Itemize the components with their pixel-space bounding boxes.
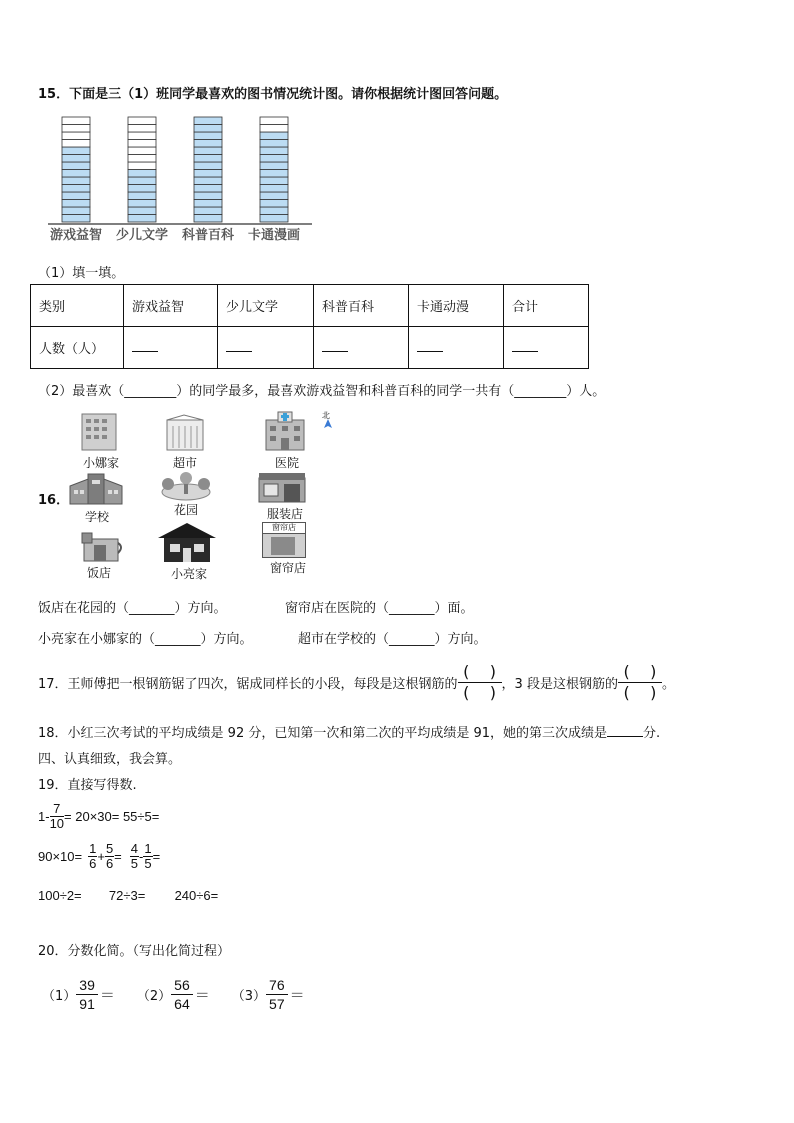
calc-text: 100÷2= [38, 888, 82, 903]
item-label: （2） [136, 989, 172, 1004]
fill-title: （1）填一填。 [38, 266, 125, 281]
fraction: $\frac{1}{5}$ [144, 841, 152, 871]
table-header-cell: 少儿文学 [218, 285, 314, 327]
bar-cell [62, 192, 90, 200]
bar-cell [260, 200, 288, 208]
equals: ＝ [194, 986, 210, 1004]
shop-door [271, 537, 295, 555]
bar-cell [194, 170, 222, 178]
item-label: （1） [42, 989, 77, 1004]
bar-cell [194, 215, 222, 223]
q16-number: 16． [38, 493, 70, 508]
calc-text: 240÷6= [174, 888, 219, 903]
bar-cell [194, 155, 222, 163]
fraction: $\frac{5}{6}$ [105, 841, 114, 871]
fraction: $\frac{39}{91}$ [76, 976, 98, 1013]
q16-statement-4: 超市在学校的（_______）方向。 [298, 632, 487, 647]
table-header-cell: 合计 [504, 285, 589, 327]
bar-cell [128, 177, 156, 185]
bar-cell [194, 147, 222, 155]
bar-cell [194, 140, 222, 148]
table-header-row [31, 285, 589, 327]
equals: ＝ [99, 986, 115, 1004]
q16-statement-1: 饭店在花园的（_______）方向。 [38, 601, 227, 616]
bar-cell [62, 125, 90, 133]
bar-cell [260, 117, 288, 125]
bar-cell [128, 207, 156, 215]
table-row [31, 327, 589, 369]
bar-cell [62, 177, 90, 185]
bar-cell [260, 192, 288, 200]
label-supermarket: 超市 [172, 456, 197, 470]
bar-cell [128, 162, 156, 170]
bar-cell [194, 200, 222, 208]
bar [128, 117, 156, 222]
q15-part2: （2）最喜欢（________）的同学最多，最喜欢游戏益智和科普百科的同学一共有（________）人。 [38, 384, 606, 399]
bar [62, 117, 90, 222]
fill-table [30, 284, 589, 369]
table-header-cell: 类别 [31, 285, 124, 327]
bar-cell [128, 140, 156, 148]
bar-cell [128, 155, 156, 163]
bar-cell [260, 132, 288, 140]
bar-cell [194, 185, 222, 193]
q16-statement-3: 小亮家在小娜家的（_______）方向。 [38, 632, 253, 647]
school-icon [66, 472, 126, 506]
x-tick-label: 卡通漫画 [247, 228, 301, 243]
bar-cell [128, 185, 156, 193]
q16-statement-2: 窗帘店在医院的（_______）面。 [285, 601, 474, 616]
calc-text: = 20×30= 55÷5= [64, 809, 160, 824]
bar-cell [260, 185, 288, 193]
bar-cell [128, 170, 156, 178]
fraction: $\frac{4}{5}$ [130, 841, 138, 871]
bar [194, 117, 222, 222]
x-tick-label: 游戏益智 [49, 228, 103, 243]
label-hospital: 医院 [274, 456, 299, 470]
fraction: $\frac{76}{57}$ [266, 976, 288, 1013]
q20-items [42, 976, 305, 1013]
table-header-cell: 卡通动漫 [409, 285, 504, 327]
answer-blank[interactable] [218, 327, 314, 369]
q19-title: 19．直接写得数. [38, 778, 137, 793]
north-label: 北 [322, 411, 330, 420]
bar-cell [62, 132, 90, 140]
table-header-cell: 游戏益智 [124, 285, 218, 327]
bar-cell [260, 155, 288, 163]
garden-icon [158, 470, 214, 502]
label-garden: 花园 [173, 503, 198, 517]
section-heading: 四、认真细致，我会算。 [38, 752, 182, 767]
bar-cell [62, 207, 90, 215]
bar-cell [260, 170, 288, 178]
bar-cell [62, 215, 90, 223]
bar-cell [128, 200, 156, 208]
q18-text: 18．小红三次考试的平均成绩是 92 分，已知第一次和第二次的平均成绩是 91，她的第三次成绩是 [38, 726, 608, 741]
q18 [38, 722, 660, 741]
bar-cell [194, 192, 222, 200]
answer-blank[interactable] [504, 327, 589, 369]
answer-blank[interactable] [314, 327, 409, 369]
q18-tail: 分. [643, 726, 661, 741]
answer-blank[interactable] [409, 327, 504, 369]
bar-cell [62, 140, 90, 148]
x-tick-label: 少儿文学 [115, 228, 169, 243]
bar-cell [260, 162, 288, 170]
bar-cell [128, 132, 156, 140]
operator: = [114, 849, 122, 864]
answer-blank[interactable] [124, 327, 218, 369]
fraction: $\frac{56}{64}$ [171, 976, 193, 1013]
q17-text-c: 。 [661, 676, 675, 692]
operator: - [139, 849, 144, 864]
bar-cell [194, 162, 222, 170]
bar-cell [62, 162, 90, 170]
calc-text: 1- [38, 809, 50, 824]
bar-cell [194, 177, 222, 185]
calc-text: 72÷3= [108, 888, 146, 903]
fraction-answer-blank[interactable]: ( ) ( ) [618, 663, 662, 702]
fraction-answer-blank[interactable]: ( ) ( ) [458, 663, 502, 702]
q15-title: 15．下面是三（1）班同学最喜欢的图书情况统计图。请你根据统计图回答问题。 [38, 87, 508, 102]
label-restaurant: 饭店 [86, 566, 111, 580]
bar-cell [260, 177, 288, 185]
bar-cell [62, 155, 90, 163]
label-curtain: 窗帘店 [269, 561, 306, 575]
item-label: （3） [231, 989, 267, 1004]
bar-cell [62, 147, 90, 155]
calc-row-1 [38, 802, 159, 831]
q17-text-b: ，3 段是这根钢筋的 [501, 676, 618, 692]
bar-cell [194, 132, 222, 140]
bar-cell [260, 207, 288, 215]
supermarket-icon [164, 414, 208, 452]
fraction: $\frac{1}{6}$ [89, 841, 97, 871]
calc-row-2 [38, 842, 160, 871]
north-arrow-icon [323, 419, 333, 429]
house-icon [156, 520, 218, 564]
curtain-shop-sign: 窗帘店 [263, 523, 305, 534]
q17-text-a: 17．王师傅把一根钢筋锯了四次，锯成同样长的小段，每段是这根钢筋的 [38, 676, 458, 692]
bar-cell [194, 117, 222, 125]
operator: + [97, 849, 105, 864]
bar-cell [128, 147, 156, 155]
calc-row-3 [38, 888, 218, 903]
bar-cell [260, 215, 288, 223]
bar-cell [128, 215, 156, 223]
answer-blank[interactable] [607, 724, 643, 737]
bar [260, 117, 288, 222]
label-clothing: 服装店 [266, 507, 303, 521]
label-xiaona: 小娜家 [82, 456, 119, 470]
bar-cell [260, 125, 288, 133]
bar-cell [194, 125, 222, 133]
bar-cell [62, 117, 90, 125]
table-row-label: 人数（人） [31, 327, 124, 369]
hospital-icon [262, 410, 308, 452]
bar-cell [260, 147, 288, 155]
favorite-books-chart [44, 112, 316, 246]
q20-title: 20．分数化简。（写出化简过程） [38, 944, 231, 959]
bar-cell [260, 140, 288, 148]
fraction: $\frac{7}{10}$ [49, 801, 65, 831]
equals: ＝ [289, 986, 305, 1004]
bar-cell [194, 207, 222, 215]
bar-cell [62, 170, 90, 178]
calc-text: 90×10= [38, 849, 83, 864]
label-xiaoliang: 小亮家 [170, 567, 207, 581]
restaurant-icon [78, 529, 126, 563]
operator: = [152, 849, 161, 864]
q17 [38, 660, 675, 704]
clothing-store-icon [256, 470, 308, 504]
bar-cell [128, 192, 156, 200]
table-header-cell: 科普百科 [314, 285, 409, 327]
bar-cell [128, 117, 156, 125]
bar-cell [62, 185, 90, 193]
apartment-building-icon [78, 410, 120, 452]
curtain-shop-icon [262, 522, 306, 558]
bar-cell [128, 125, 156, 133]
bar-cell [62, 200, 90, 208]
x-tick-label: 科普百科 [181, 228, 235, 243]
label-school: 学校 [84, 510, 109, 524]
